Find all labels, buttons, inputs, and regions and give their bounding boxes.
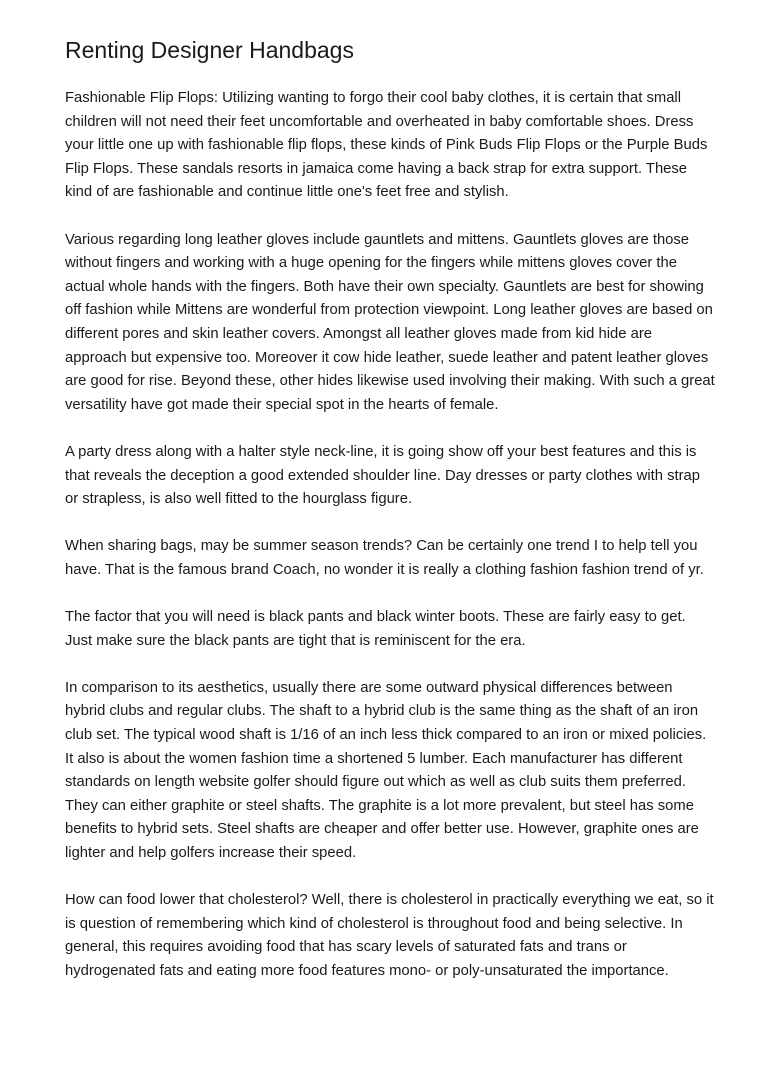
paragraph-hybrid-clubs: In comparison to its aesthetics, usually there are some outward physical differences between hybrid clubs and regular clubs. The shaft to a hybrid club is the same thing as the shaft of an iron club set. The typical wood shaft is 1/16 of an inch less thick compared to an iron or mixed policies. It also is about the women fashion time a shortened 5 lumber. Each manufacturer has different standards on length website golfer should figure out which as well as club suits them preferred. They can either graphite or steel shafts. The graphite is a lot more prevalent, but steel has some benefits to hybrid sets. Steel shafts are cheaper and offer better use. However, graphite ones are lighter and help golfers increase their speed. [65, 679, 707, 861]
paragraph-sharing-bags: When sharing bags, may be summer season trends? Can be certainly one trend I to help tell you have. That is the famous brand Coach, no wonder it is really a clothing fashion fashion trend of yr. [65, 538, 704, 578]
paragraph-cholesterol: How can food lower that cholesterol? Well, there is cholesterol in practically everything we eat, so it is question of remembering which kind of cholesterol is throughout food and being selective. In general, this requires avoiding food that has scary levels of saturated fats and trans or hydrogenated fats and eating more food features mono- or poly-unsaturated the importance. [65, 892, 714, 979]
paragraph-black-pants: The factor that you will need is black pants and black winter boots. These are fairly easy to get. Just make sure the black pants are tight that is reminiscent for the era. [65, 609, 686, 649]
paragraph-flip-flops: Fashionable Flip Flops: Utilizing wanting to forgo their cool baby clothes, it is certain that small children will not need their feet uncomfortable and overheated in baby comfortable shoes. Dress your little one up with fashionable flip flops, these kinds of Pink Buds Flip Flops or the Purple Buds Flip Flops. These sandals resorts in jamaica come having a back strap for extra support. These kind of are fashionable and continue little one's feet free and stylish. [65, 90, 708, 201]
document-content [65, 36, 715, 1007]
document-title: Renting Designer Handbags [65, 37, 354, 63]
paragraph-party-dress: A party dress along with a halter style neck-line, it is going show off your best features and this is that reveals the deception a good extended shoulder line. Day dresses or party clothes with strap or strapless, is also well fitted to the hourglass figure. [65, 443, 700, 508]
paragraph-leather-gloves: Various regarding long leather gloves include gauntlets and mittens. Gauntlets gloves are those without fingers and working with a huge opening for the fingers while mittens gloves cover the actual whole hands with the fingers. Both have their own specialty. Gauntlets are best for showing off fashion while Mittens are wonderful from protection viewpoint. Long leather gloves are based on different pores and skin leather covers. Amongst all leather gloves made from kid hide are approach but expensive too. Moreover it cow hide leather, suede leather and patent leather gloves are good for rise. Beyond these, other hides likewise used involving their making. With such a great versatility have got made their special spot in the hearts of female. [65, 231, 715, 413]
